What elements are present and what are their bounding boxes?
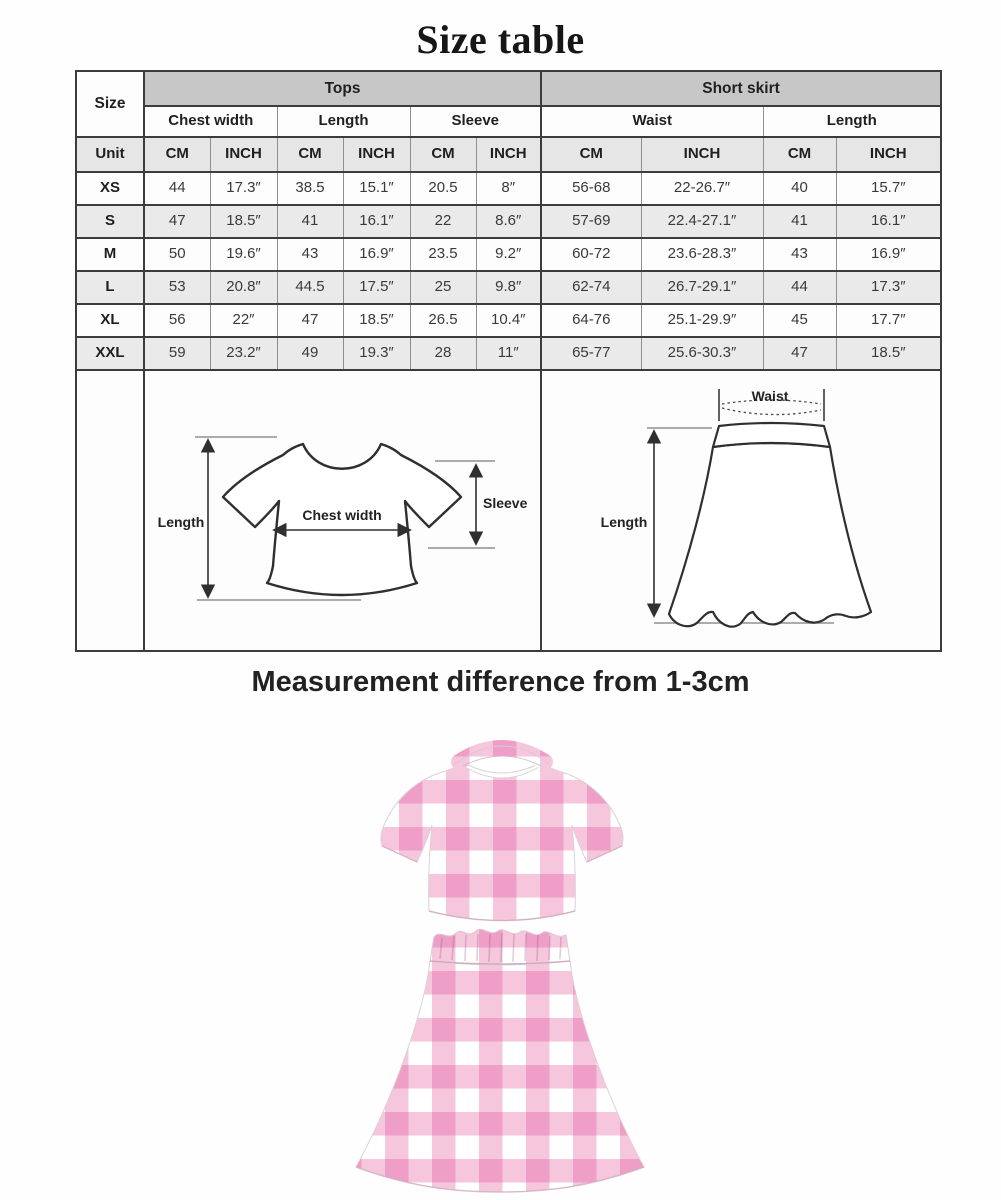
value-cell: 17.3″ xyxy=(836,271,941,304)
skirt-measurement-diagram xyxy=(542,371,938,650)
value-cell: 43 xyxy=(277,238,343,271)
waist-dotted-line xyxy=(722,408,821,415)
value-cell: 20.5 xyxy=(410,172,476,205)
table-row xyxy=(76,337,941,370)
unit-cell: INCH xyxy=(476,137,541,172)
size-label: L xyxy=(76,271,144,304)
value-cell: 22″ xyxy=(210,304,277,337)
waist-label: Waist xyxy=(751,388,789,404)
skirt-image xyxy=(330,921,671,1195)
value-cell: 47 xyxy=(763,337,836,370)
value-cell: 18.5″ xyxy=(210,205,277,238)
value-cell: 16.1″ xyxy=(343,205,410,238)
value-cell: 44 xyxy=(763,271,836,304)
measure-top-length: Length xyxy=(277,106,410,137)
value-cell: 60-72 xyxy=(541,238,641,271)
value-cell: 9.8″ xyxy=(476,271,541,304)
value-cell: 56 xyxy=(144,304,210,337)
value-cell: 10.4″ xyxy=(476,304,541,337)
value-cell: 19.6″ xyxy=(210,238,277,271)
value-cell: 17.3″ xyxy=(210,172,277,205)
length-label: Length xyxy=(600,514,648,530)
skirt-diagram-cell xyxy=(541,370,941,651)
unit-cell: INCH xyxy=(641,137,763,172)
value-cell: 44.5 xyxy=(277,271,343,304)
unit-cell: CM xyxy=(144,137,210,172)
value-cell: 22 xyxy=(410,205,476,238)
table-row xyxy=(76,271,941,304)
value-cell: 43 xyxy=(763,238,836,271)
value-cell: 25 xyxy=(410,271,476,304)
unit-cell: INCH xyxy=(343,137,410,172)
value-cell: 22-26.7″ xyxy=(641,172,763,205)
skirt-body xyxy=(356,961,644,1192)
value-cell: 16.9″ xyxy=(343,238,410,271)
value-cell: 23.6-28.3″ xyxy=(641,238,763,271)
value-cell: 16.1″ xyxy=(836,205,941,238)
group-header-short-skirt: Short skirt xyxy=(541,71,941,106)
value-cell: 38.5 xyxy=(277,172,343,205)
value-cell: 28 xyxy=(410,337,476,370)
table-row xyxy=(76,205,941,238)
unit-cell: INCH xyxy=(836,137,941,172)
unit-row xyxy=(76,137,941,172)
value-cell: 17.7″ xyxy=(836,304,941,337)
value-cell: 8″ xyxy=(476,172,541,205)
size-label: XL xyxy=(76,304,144,337)
value-cell: 17.5″ xyxy=(343,271,410,304)
table-row xyxy=(76,304,941,337)
value-cell: 53 xyxy=(144,271,210,304)
size-label: S xyxy=(76,205,144,238)
value-cell: 25.6-30.3″ xyxy=(641,337,763,370)
value-cell: 45 xyxy=(763,304,836,337)
measure-header-row xyxy=(76,106,941,137)
unit-cell: CM xyxy=(277,137,343,172)
tshirt-measurement-diagram xyxy=(145,371,541,650)
crop-top-image xyxy=(352,733,650,925)
value-cell: 15.7″ xyxy=(836,172,941,205)
value-cell: 64-76 xyxy=(541,304,641,337)
value-cell: 47 xyxy=(144,205,210,238)
top-diagram-cell xyxy=(144,370,541,651)
table-row xyxy=(76,172,941,205)
unit-cell: CM xyxy=(763,137,836,172)
value-cell: 49 xyxy=(277,337,343,370)
value-cell: 65-77 xyxy=(541,337,641,370)
group-header-tops: Tops xyxy=(144,71,541,106)
size-label: XXL xyxy=(76,337,144,370)
value-cell: 16.9″ xyxy=(836,238,941,271)
length-label: Length xyxy=(157,514,205,530)
note-heading: Measurement difference from 1-3cm xyxy=(251,666,750,698)
size-label: M xyxy=(76,238,144,271)
value-cell: 25.1-29.9″ xyxy=(641,304,763,337)
value-cell: 26.5 xyxy=(410,304,476,337)
value-cell: 20.8″ xyxy=(210,271,277,304)
chest-width-label: Chest width xyxy=(302,507,382,523)
measure-sleeve: Sleeve xyxy=(410,106,541,137)
unit-cell: CM xyxy=(410,137,476,172)
size-table xyxy=(75,70,942,652)
measure-waist: Waist xyxy=(541,106,763,137)
value-cell: 40 xyxy=(763,172,836,205)
value-cell: 26.7-29.1″ xyxy=(641,271,763,304)
value-cell: 11″ xyxy=(476,337,541,370)
unit-cell: INCH xyxy=(210,137,277,172)
value-cell: 44 xyxy=(144,172,210,205)
value-cell: 41 xyxy=(277,205,343,238)
value-cell: 22.4-27.1″ xyxy=(641,205,763,238)
diagram-row xyxy=(76,370,941,651)
sleeve-label: Sleeve xyxy=(483,495,528,511)
value-cell: 41 xyxy=(763,205,836,238)
value-cell: 23.5 xyxy=(410,238,476,271)
unit-cell: CM xyxy=(541,137,641,172)
value-cell: 57-69 xyxy=(541,205,641,238)
measure-skirt-length: Length xyxy=(763,106,941,137)
value-cell: 23.2″ xyxy=(210,337,277,370)
value-cell: 19.3″ xyxy=(343,337,410,370)
table-row xyxy=(76,238,941,271)
value-cell: 15.1″ xyxy=(343,172,410,205)
value-cell: 47 xyxy=(277,304,343,337)
value-cell: 8.6″ xyxy=(476,205,541,238)
size-header-cell: Size xyxy=(76,71,144,137)
unit-cell: Unit xyxy=(76,137,144,172)
skirt-waistband xyxy=(713,423,830,447)
crop-top-body xyxy=(381,765,623,921)
value-cell: 59 xyxy=(144,337,210,370)
measure-chest-width: Chest width xyxy=(144,106,277,137)
size-label: XS xyxy=(76,172,144,205)
empty-cell xyxy=(76,370,144,651)
skirt-outline xyxy=(669,443,871,627)
value-cell: 9.2″ xyxy=(476,238,541,271)
value-cell: 56-68 xyxy=(541,172,641,205)
group-header-row xyxy=(76,71,941,106)
value-cell: 50 xyxy=(144,238,210,271)
value-cell: 18.5″ xyxy=(836,337,941,370)
page-title: Size table xyxy=(416,17,585,62)
value-cell: 18.5″ xyxy=(343,304,410,337)
value-cell: 62-74 xyxy=(541,271,641,304)
